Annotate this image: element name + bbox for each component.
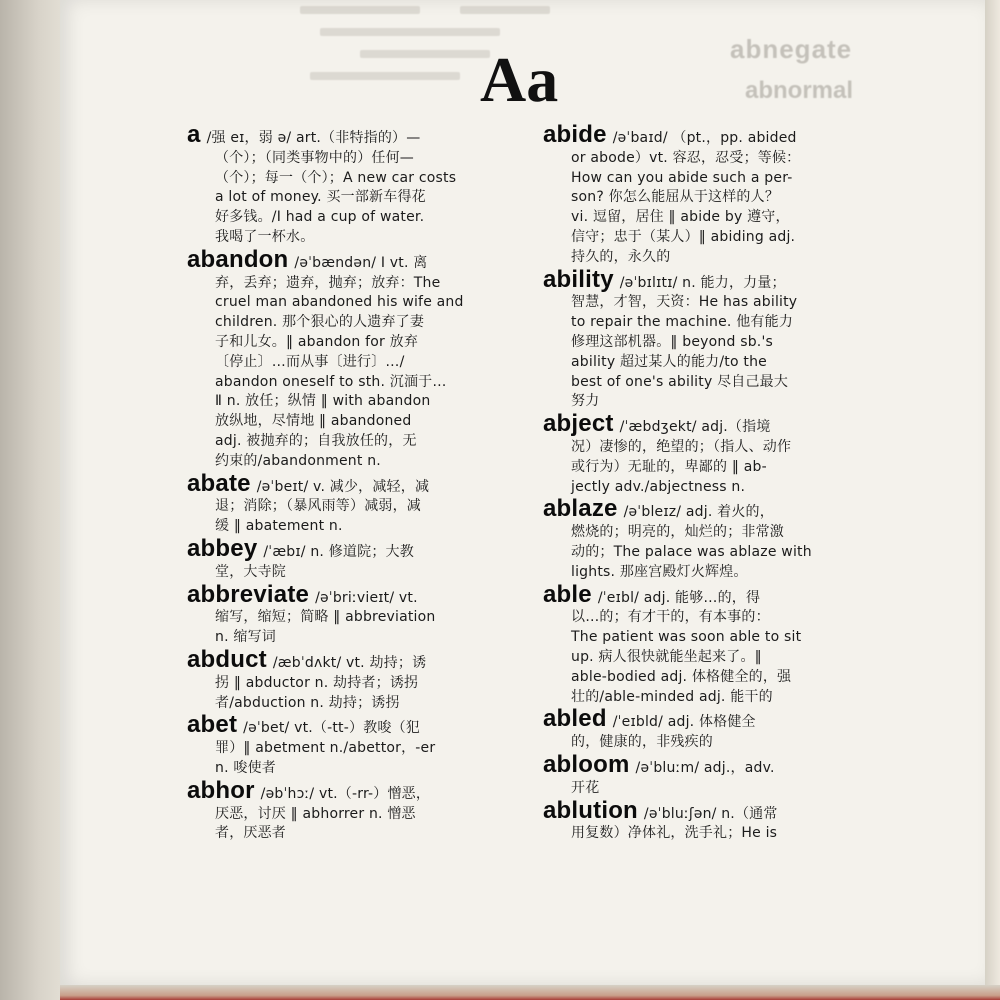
- entry-definition-line: 缩写，缩短；简略 ‖ abbreviation: [215, 609, 436, 626]
- entry-pronunciation-line: /ˈeɪbld/ adj. 体格健全: [612, 714, 756, 731]
- entry-headword: ablaze: [543, 495, 618, 523]
- entry-definition-line: 持久的，永久的: [571, 248, 671, 265]
- entry-headword: abbey: [187, 534, 258, 562]
- entry-definition-line: 退；消除；（暴风雨等）减弱，减: [215, 498, 421, 515]
- entry-definition-line: The patient was soon able to sit: [571, 629, 802, 646]
- dictionary-entry: [187, 580, 527, 648]
- entry-definition-line: to repair the machine. 他有能力: [571, 314, 794, 331]
- entry-definition-line: son? 你怎么能屈从于这样的人？: [571, 189, 780, 206]
- entry-definition-line: Ⅱ n. 放任；纵情 ‖ with abandon: [215, 393, 431, 410]
- entry-definition-line: 壮的/able-minded adj. 能干的: [571, 688, 773, 705]
- entry-definition-line: 约束的/abandonment n.: [215, 452, 381, 469]
- dictionary-entry: [543, 497, 883, 582]
- right-column: [543, 123, 883, 844]
- entry-definition-line: 堂，大寺院: [215, 563, 286, 580]
- entry-definition-line: ability 超过某人的能力/to the: [571, 353, 767, 370]
- page-edge-right: [985, 0, 1000, 1000]
- entry-definition-line: 〔停止〕…而从事〔进行〕…/: [215, 353, 405, 370]
- dictionary-entry: [187, 776, 527, 844]
- entry-definition-line: n. 缩写词: [215, 629, 276, 646]
- entry-pronunciation-line: /əˈbriːvieɪt/ vt.: [315, 589, 418, 606]
- show-through-text: [300, 0, 950, 115]
- entry-pronunciation-line: /ˈæbɪ/ n. 修道院；大教: [263, 543, 414, 560]
- entry-definition-line: 好多钱。/I had a cup of water.: [215, 209, 425, 226]
- entry-definition-line: a lot of money. 买一部新车得花: [215, 189, 426, 206]
- entry-headword: abide: [543, 121, 607, 148]
- dictionary-entry: [543, 796, 883, 845]
- entry-definition-line: 我喝了一杯水。: [215, 228, 315, 245]
- entry-definition-line: able-bodied adj. 体格健全的，强: [571, 668, 792, 685]
- entry-definition-line: 开花: [571, 779, 600, 796]
- entry-headword: abhor: [187, 776, 255, 804]
- entry-pronunciation-line: /æbˈdʌkt/ vt. 劫持；诱: [272, 654, 427, 671]
- entry-pronunciation-line: /əˈbændən/ Ⅰ vt. 离: [294, 254, 428, 271]
- entry-definition-line: adj. 被抛弃的；自我放任的，无: [215, 432, 417, 449]
- dictionary-entry: [543, 123, 883, 268]
- entry-pronunciation-line: /ˈæbdʒekt/ adj.（指境: [619, 419, 771, 436]
- entry-pronunciation-line: /əˈbet/ vt.（-tt-）教唆（犯: [243, 720, 420, 737]
- entry-headword: abbreviate: [187, 580, 310, 608]
- dictionary-entry: [543, 265, 883, 413]
- dictionary-entry: [187, 645, 527, 713]
- entry-pronunciation-line: /əˈbɪlɪtɪ/ n. 能力，力量；: [619, 274, 786, 291]
- entry-definition-line: 弃，丢弃；遗弃，抛弃；放弃：The: [215, 274, 441, 291]
- entry-definition-line: 况）凄惨的，绝望的；（指人、动作: [571, 438, 792, 455]
- entry-definition-line: best of one's ability 尽自己最大: [571, 373, 789, 390]
- entry-headword: abduct: [187, 645, 267, 673]
- entry-headword: abloom: [543, 750, 630, 778]
- entry-definition-line: abandon oneself to sth. 沉湎于…: [215, 373, 447, 390]
- entry-definition-line: 以…的；有才干的，有本事的：: [571, 609, 770, 626]
- entry-definition-line: 用复数）净体礼，洗手礼；He is: [571, 825, 778, 842]
- entry-headword: abate: [187, 469, 251, 497]
- entry-headword: abet: [187, 711, 238, 739]
- entry-pronunciation-line: /əˈbleɪz/ adj. 着火的，: [623, 504, 774, 521]
- entry-definition-line: 放纵地，尽情地 ‖ abandoned: [215, 413, 412, 430]
- entry-definition-line: n. 唆使者: [215, 759, 276, 776]
- entry-definition-line: 智慧，才智，天资：He has ability: [571, 294, 798, 311]
- entry-pronunciation-line: /əˈbaɪd/ （pt.，pp. abided: [612, 130, 797, 146]
- section-letter-heading: Aa: [480, 44, 559, 115]
- entry-pronunciation-line: /əbˈhɔː/ vt.（-rr-）憎恶，: [260, 785, 431, 802]
- entry-definition-line: 动的；The palace was ablaze with: [571, 543, 812, 560]
- entry-definition-line: 者/abduction n. 劫持；诱拐: [215, 694, 400, 711]
- entry-definition-line: 缓 ‖ abatement n.: [215, 518, 343, 535]
- entry-headword: able: [543, 580, 592, 608]
- entry-definition-line: or abode）vt. 容忍，忍受；等候：: [571, 149, 801, 166]
- entry-definition-line: 燃烧的；明亮的，灿烂的；非常激: [571, 524, 784, 541]
- dictionary-entry: [543, 750, 883, 799]
- entry-pronunciation-line: /əˈbeɪt/ v. 减少，减轻，减: [256, 478, 430, 495]
- entry-definition-line: jectly adv./abjectness n.: [571, 478, 746, 495]
- entry-headword: abandon: [187, 245, 289, 273]
- dictionary-entry: [543, 580, 883, 708]
- entry-definition-line: children. 那个狠心的人遗弃了妻: [215, 314, 425, 331]
- entry-pronunciation-line: /强 eɪ，弱 ə/ art.（非特指的）—: [206, 130, 421, 146]
- entry-headword: a: [187, 121, 201, 148]
- show-through-headword: abnegate: [730, 34, 853, 64]
- entry-pronunciation-line: /əˈbluːʃən/ n.（通常: [643, 805, 778, 822]
- dictionary-entry: [543, 707, 883, 753]
- entry-pronunciation-line: /əˈbluːm/ adj.，adv.: [635, 759, 775, 776]
- entry-definition-line: 或行为）无耻的，卑鄙的 ‖ ab-: [571, 458, 767, 475]
- entry-headword: ability: [543, 265, 614, 293]
- entry-definition-line: vi. 逗留，居住 ‖ abide by 遵守，: [571, 209, 790, 226]
- entry-definition-line: 者，厌恶者: [215, 825, 286, 842]
- entry-headword: abject: [543, 410, 614, 438]
- entry-definition-line: lights. 那座宫殿灯火辉煌。: [571, 563, 748, 580]
- entry-headword: abled: [543, 705, 607, 733]
- dictionary-entry: [187, 534, 527, 583]
- entry-definition-line: （个）；（同类事物中的）任何—: [215, 149, 414, 166]
- entry-definition-line: 拐 ‖ abductor n. 劫持者；诱拐: [215, 674, 419, 691]
- dictionary-entry: [187, 469, 527, 537]
- entry-definition-line: 的，健康的，非残疾的: [571, 734, 713, 751]
- entry-headword: ablution: [543, 796, 638, 824]
- entry-definition-line: How can you abide such a per-: [571, 169, 793, 186]
- show-through-headword: abnormal: [745, 77, 854, 104]
- entry-definition-line: 信守；忠于（某人）‖ abiding adj.: [571, 228, 796, 245]
- left-column: [187, 123, 527, 844]
- dictionary-entry: [543, 412, 883, 497]
- dictionary-entry: [187, 123, 527, 248]
- entry-definition-line: （个）；每一（个）；A new car costs: [215, 169, 457, 186]
- entry-definition-line: 罪）‖ abetment n./abettor，-er: [215, 740, 436, 757]
- entry-definition-line: 修理这部机器。‖ beyond sb.'s: [571, 333, 773, 350]
- entry-definition-line: 努力: [571, 393, 600, 410]
- entry-pronunciation-line: /ˈeɪbl/ adj. 能够…的，得: [597, 589, 761, 606]
- book-cover-edge: [60, 985, 1000, 1000]
- entry-definition-line: up. 病人很快就能坐起来了。‖: [571, 648, 762, 665]
- dictionary-entry: [187, 713, 527, 778]
- dictionary-entry: [187, 245, 527, 472]
- entry-definition-line: 子和儿女。‖ abandon for 放弃: [215, 333, 419, 350]
- entry-definition-line: cruel man abandoned his wife and: [215, 294, 464, 311]
- entry-definition-line: 厌恶，讨厌 ‖ abhorrer n. 憎恶: [215, 805, 416, 822]
